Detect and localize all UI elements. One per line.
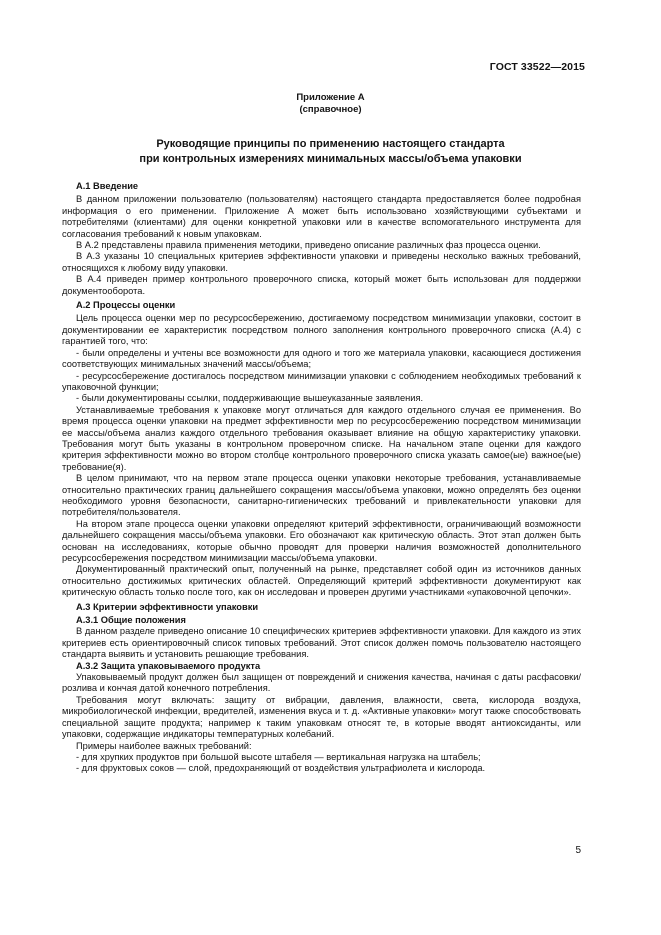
appendix-subtitle: (справочное): [299, 104, 362, 115]
paragraph: Цель процесса оценки мер по ресурсосбережению, достигаемому посредством минимизации упаковки, состоит в документировании ее характеристик посредством полного заполнения контрольного проверочного списка (А.4) с гарантией того, что:: [62, 313, 581, 347]
paragraph: Устанавливаемые требования к упаковке могут отличаться для каждого отдельного случая ее применения. Во время процесса оценки упаковки на предмет эффективности мер по ресурсосбережению посредством минимизации ее массы/объема анализ каждого отдельного требования оказывает влияние на общую характеристику упаковки. Требования могут быть указаны в контрольном проверочном списке. На начальном этапе оценки для каждого критерия эффективности можно во втором столбце контрольного проверочного списка указать самое(ые) важное(ые) требование(я).: [62, 404, 581, 472]
paragraph: В целом принимают, что на первом этапе процесса оценки упаковки некоторые требования, устанавливаемые относительно практических границ дальнейшего сокращения массы/объема упаковки, можно определять без оценки необходимого уровня безопасности, санитарно-гигиенических требований и привлекательности упаковки для потребителя/пользователя.: [62, 473, 581, 518]
paragraph: Документированный практический опыт, полученный на рынке, представляет собой один из источников данных относительно достижимых критических областей. Определяющий критерий эффективности документируют как критическую область только после того, как он исследован и проверен другими участниками «упаковочной цепочки».: [62, 564, 581, 598]
subsection-heading-a3-1: А.3.1 Общие положения: [76, 615, 186, 626]
paragraph: Требования могут включать: защиту от вибрации, давления, влажности, света, кислорода воздуха, микробиологической инфекции, вредителей, изменения вкуса и т. д. «Активные упаковки» могут также способствовать специальной защите продукта; например к таким упаковкам относят те, в которые вводят антиоксиданты, или упаковки, содержащие индикаторы температурных колебаний.: [62, 694, 581, 740]
list-item: - для хрупких продуктов при большой высоте штабеля — вертикальная нагрузка на штабель;: [76, 751, 481, 762]
paragraph: На втором этапе процесса оценки упаковки определяют критерий эффективности, ограничивающий возможности дальнейшего сокращения массы/объема упаковки. Его обозначают как критическую область. Этот этап должен быть основан на исследованиях, которые обычно проводят для проверки наличия возможностей дополнительного ресурсосбережения посредством минимизации массы/объема упаковки.: [62, 518, 581, 563]
main-title-line1: Руководящие принципы по применению настоящего стандарта: [156, 138, 505, 150]
document-body: [62, 181, 581, 775]
paragraph: В А.2 представлены правила применения методики, приведено описание различных фаз процесса оценки.: [76, 240, 541, 251]
appendix-title: Приложение А: [296, 92, 365, 103]
paragraph: В А.3 указаны 10 специальных критериев эффективности упаковки и приведены несколько важных требований, относящихся к любому виду упаковки.: [62, 251, 581, 273]
appendix-heading: [0, 92, 661, 116]
paragraph: Упаковываемый продукт должен был защищен от повреждений и снижения качества, начиная с даты расфасовки/розлива и кончая датой конечного потребления.: [62, 672, 581, 694]
paragraph: В А.4 приведен пример контрольного проверочного списка, который может быть использован для поддержки документооборота.: [62, 274, 581, 296]
section-heading-a2: А.2 Процессы оценки: [76, 300, 176, 311]
list-item: - ресурсосбережение достигалось посредством минимизации упаковки с соблюдением необходимых требований к упаковочной функции;: [62, 370, 581, 392]
section-heading-a1: А.1 Введение: [76, 181, 139, 191]
main-title-line2: при контрольных измерениях минимальных массы/объема упаковки: [139, 153, 522, 165]
list-item: - были определены и учтены все возможности для одного и того же материала упаковки, касающиеся достижения соответствующих минимальных значений массы/объема;: [62, 347, 581, 370]
list-item: - были документированы ссылки, поддерживающие вышеуказанные заявления.: [76, 393, 424, 404]
standard-code: ГОСТ 33522—2015: [489, 61, 585, 73]
paragraph: В данном приложении пользователю (пользователям) настоящего стандарта предоставляется более подробная информация о его применении. Приложение А может быть использовано хозяйствующими субъектами и потребителями (клиентами) для оценки конкретной упаковки или в качестве вспомогательного инструмента для согласования требований к новым упаковкам.: [62, 194, 581, 239]
list-item: - для фруктовых соков — слой, предохраняющий от воздействия ультрафиолета и кислорода.: [76, 763, 486, 774]
section-heading-a3: А.3 Критерии эффективности упаковки: [76, 601, 259, 612]
main-title: [0, 137, 661, 167]
paragraph: В данном разделе приведено описание 10 специфических критериев эффективности упаковки. Для каждого из этих критериев есть ориентировочный список типовых требований. Этот список должен помочь пользователю настоящего стандарта выявить и установить решающие требования.: [62, 626, 581, 660]
paragraph: Примеры наиболее важных требований:: [76, 740, 252, 751]
page-number: 5: [575, 845, 581, 856]
subsection-heading-a3-2: А.3.2 Защита упаковываемого продукта: [76, 660, 261, 671]
